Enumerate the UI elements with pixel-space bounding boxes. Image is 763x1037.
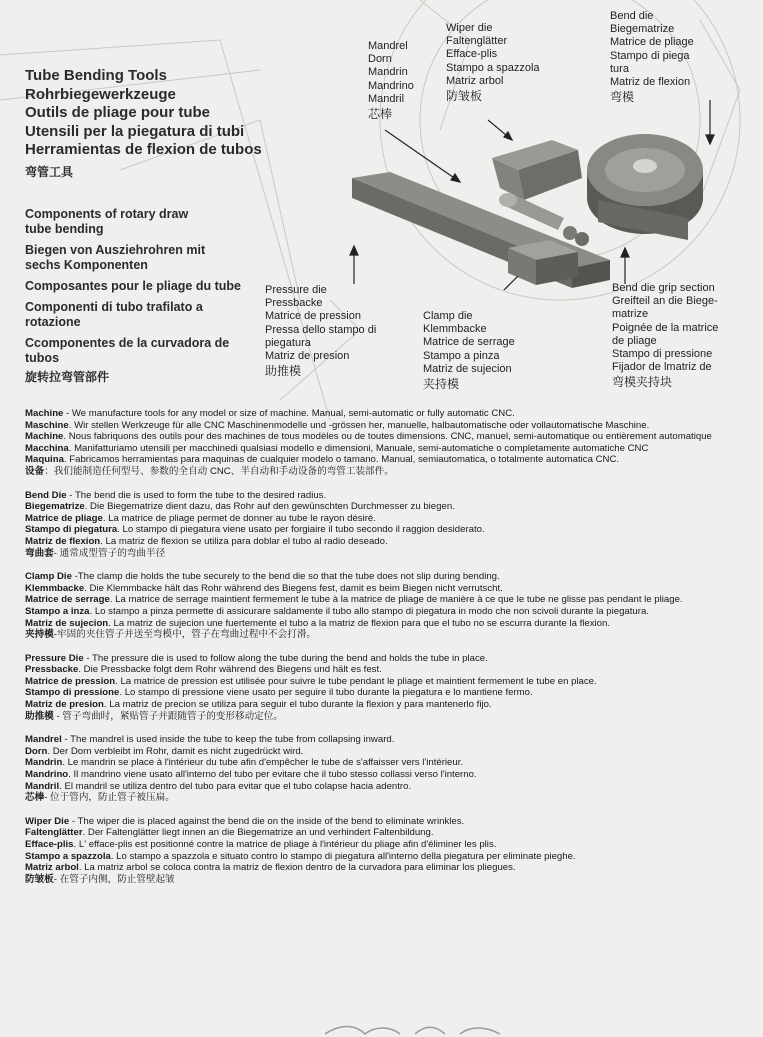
label-line: Matrice de pression <box>265 310 361 323</box>
term: 设备 <box>25 465 45 477</box>
term: Matriz de flexion <box>25 535 101 547</box>
term: Klemmbacke <box>25 582 85 594</box>
label-line: Stampo di pressione <box>612 348 713 361</box>
text: . La matrice de pliage permet de donner au tube le rayon désiré. <box>102 512 376 524</box>
label-line: Matriz de presion <box>265 350 350 363</box>
term: Maschine <box>25 419 69 431</box>
page-title-cn: 弯管工具 <box>25 164 74 179</box>
label-line: Mandril <box>368 92 405 105</box>
label-line: piegatura <box>265 336 311 349</box>
components-es: Ccomponentes de la curvadora de tubos <box>25 336 230 365</box>
text: . La matriz de precion se utiliza para seguir el tubo durante la flexion y para mantenerlo fijo. <box>103 699 492 711</box>
label-line: Greifteil an die Biege- <box>612 295 718 308</box>
term: Faltenglätter <box>25 827 83 839</box>
label-line-cn: 助推模 <box>265 364 302 379</box>
term: Pressure Die <box>25 652 84 664</box>
term: Matriz de presion <box>25 699 104 711</box>
components-heading <box>25 207 270 385</box>
label-line: Stampo a spazzola <box>446 61 540 74</box>
label-line: matrize <box>612 308 649 321</box>
text: . Fabricamos herramientas para maquinas de cualquier modelo o tamano. Manual, semiautomatica, o totalmente automatica CNC. <box>63 454 620 466</box>
label-line: Efface-plis <box>446 48 498 61</box>
text: -The clamp die holds the tube securely to the bend die so that the tube does not slip during bending. <box>71 571 500 583</box>
text: - The mandrel is used inside the tube to keep the tube from collapsing inward. <box>61 734 395 746</box>
label-line: Mandrin <box>368 66 408 79</box>
term: Efface-plis <box>25 839 74 850</box>
text: . Die Klemmbacke hält das Rohr während des Biegens fest, damit es beim Biegen nicht verrutscht. <box>84 582 503 594</box>
paragraph-machine <box>25 408 755 478</box>
text: . Nous fabriquons des outils pour des machines de tous modèles ou de toutes dimensions. CNC, manuel, semi-automatique ou entièrement automatique <box>63 431 712 443</box>
paragraph-pressure-die <box>25 653 755 723</box>
text: . Il mandrino viene usato all'interno del tubo per evitare che il tubo stesso collassi verso l'interno. <box>68 769 477 781</box>
label-line: Matrice de pliage <box>610 36 694 49</box>
text: . Manifatturiamo utensili per macchinedi qualsiasi modello e dimensioni, Manuale, semi-automatiche o completamente automatiche CNC <box>68 442 649 454</box>
label-grip-section <box>612 282 718 390</box>
text: . Die Biegematrize dient dazu, das Rohr auf den gewünschten Durchmesser zu biegen. <box>84 501 455 513</box>
components-en: Components of rotary draw tube bending <box>25 207 189 236</box>
term: Pressbacke <box>25 664 79 676</box>
term: Machine <box>25 431 64 443</box>
text: . Die Pressbacke folgt dem Rohr während des Biegens und hält es fest. <box>78 664 382 676</box>
text: -牢固的夹住管子并送至弯模中，管子在弯曲过程中不会打滑。 <box>53 629 317 641</box>
term: Stampo a spazzola <box>25 850 111 862</box>
text: . Lo stampo a spazzola e situato contro lo stampo di piegatura all'interno della piegatura per eliminate pieghe. <box>110 850 576 862</box>
label-line: Mandrel <box>368 40 408 52</box>
label-line: Klemmbacke <box>423 323 487 336</box>
term: Machine <box>25 408 64 419</box>
wiper-die-shape <box>492 140 582 200</box>
label-line: Matriz de flexion <box>610 76 691 89</box>
text: . Le mandrin se place à l'intérieur du tube afin d'empêcher le tube de s'affaisser vers l'intérieur. <box>62 757 464 769</box>
term: Matrice de pression <box>25 675 116 687</box>
text: . La matrice de pression est utilisée pour suivre le tube pendant le pliage et maintient fermement le tube en place. <box>115 675 597 687</box>
label-line-cn: 弯模 <box>610 90 635 105</box>
label-line: de pliage <box>612 334 657 347</box>
label-line: Pressure die <box>265 284 327 296</box>
page-title-fr: Outils de pliage pour tube <box>25 104 211 121</box>
label-line: Pressbacke <box>265 297 323 310</box>
text: ：我们能制造任何型号、参数的全自动 CNC、半自动和手动设备的弯管工装部件。 <box>44 465 394 477</box>
label-line: Poignée de la matrice <box>612 321 719 334</box>
text: - 在管子内侧，防止管壁起皱 <box>53 873 175 885</box>
text: . Der Dorn verbleibt im Rohr, damit es nicht zugedrückt wird. <box>47 745 304 757</box>
components-it: Componenti di tubo trafilato a rotazione <box>25 300 203 329</box>
text: . Lo stampo di pressione viene usato per seguire il tubo durante la piegatura e lo mantiene fermo. <box>119 687 533 699</box>
label-line: Wiper die <box>446 22 493 34</box>
label-pressure-die <box>265 284 376 378</box>
label-line: tura <box>610 62 629 75</box>
label-bend-die <box>610 10 694 104</box>
term: Matrice de serrage <box>25 594 110 606</box>
text: - The pressure die is used to follow along the tube during the bend and holds the tube in place. <box>83 652 488 664</box>
label-line: Mandrino <box>368 79 414 92</box>
page-title-it: Utensili per la piegatura di tubi <box>25 122 245 140</box>
text: - 通常成型管子的弯曲半径 <box>53 547 166 559</box>
paragraph-bend-die <box>25 490 755 560</box>
label-line: Matrice de serrage <box>423 336 515 349</box>
term: Macchina <box>25 442 69 454</box>
page-title-de: Rohrbiegewerkzeuge <box>25 85 176 103</box>
text: . L' efface-plis est positionné contre la matrice de pliage à l'intérieur du pliage afin d'éliminer les plis. <box>73 839 497 850</box>
label-line: Bend die <box>610 10 654 22</box>
text: - The bend die is used to form the tube to the desired radius. <box>66 489 327 501</box>
term: Bend Die <box>25 489 67 501</box>
page-title-en: Tube Bending Tools <box>25 67 167 84</box>
term: 防皱板 <box>25 873 54 885</box>
text: - We manufacture tools for any model or size of machine. Manual, semi-automatic or fully automatic CNC. <box>63 408 515 419</box>
text: . Lo stampo di piegatura viene usato per forgiaire il tubo secondo il raggion desiderato. <box>117 524 485 536</box>
paragraph-clamp-die <box>25 571 755 641</box>
label-line-cn: 防皱板 <box>446 89 483 104</box>
label-line: Stampo di piega <box>610 49 690 62</box>
label-line: Fijador de lmatriz de <box>612 361 712 374</box>
components-fr: Composantes pour le pliage du tube <box>25 279 241 293</box>
label-wiper-die <box>446 22 540 103</box>
label-line: Stampo a pinza <box>423 349 500 362</box>
label-line: Matriz de sujecion <box>423 362 512 375</box>
text: . La matriz de sujecion une fuertemente el tubo a la matriz de flexion para que el tubo no se escurra durante la flexion. <box>108 617 611 629</box>
label-line-cn: 芯棒 <box>368 107 393 122</box>
label-line: Biegematrize <box>610 23 675 36</box>
term: Dorn <box>25 745 48 757</box>
term: Stampo di pressione <box>25 687 120 699</box>
term: Mandrin <box>25 757 63 769</box>
term: Clamp Die <box>25 571 72 583</box>
text: - The wiper die is placed against the bend die on the inside of the bend to eliminate wrinkles. <box>69 815 465 827</box>
label-line-cn: 弯模夹持块 <box>612 375 673 390</box>
term: Stampo a inza <box>25 605 90 617</box>
text: - 管子弯曲时，紧贴管子并跟随管子的变形移动定位。 <box>53 710 283 722</box>
term: Maquina <box>25 454 64 466</box>
term: Matriz de sujecion <box>25 617 109 629</box>
text: . La matriz arbol se coloca contra la matriz de flexion dentro de la curvadora para eliminar los pliegues. <box>78 862 516 874</box>
label-line: Clamp die <box>423 310 473 322</box>
term: Mandrino <box>25 769 69 781</box>
label-line-cn: 夹持模 <box>423 377 460 392</box>
label-line: Bend die grip section <box>612 282 715 294</box>
term: 芯棒 <box>25 792 45 804</box>
term: 弯曲套 <box>25 547 54 559</box>
text: . La matriz de flexion se utiliza para doblar el tubo al radio deseado. <box>100 535 388 547</box>
title-block <box>25 67 262 181</box>
label-clamp-die <box>423 310 515 391</box>
term: 夹持模 <box>25 629 54 641</box>
components-de: Biegen von Ausziehrohren mit sechs Komponenten <box>25 243 206 272</box>
text: . Der Faltenglätter liegt innen an die Biegematrize an und verhindert Faltenbildung. <box>82 827 434 839</box>
text: . El mandril se utiliza dentro del tubo para evitar que el tubo colapse hacia adentro. <box>59 780 412 792</box>
term: Biegematrize <box>25 501 85 513</box>
term: Matriz arbol <box>25 862 79 874</box>
label-line: Dorn <box>368 53 392 66</box>
text: . La matrice de serrage maintient fermement le tube à la matrice de pliage de manière à ce que le tube ne glisse pas pendant le pliage. <box>109 594 683 606</box>
components-cn: 旋转拉弯管部件 <box>25 370 110 384</box>
tooling-illustration <box>340 100 763 290</box>
bend-die-shape <box>587 134 703 240</box>
label-line: Faltenglätter <box>446 35 508 48</box>
label-line: Pressa dello stampo di <box>265 323 377 336</box>
text: . Wir stellen Werkzeuge für alle CNC Maschinenmodelle und -grössen her, manuelle, halbautomatische oder vollautomatische Maschine. <box>68 419 650 431</box>
text: . Lo stampo a pinza permette di assicurare saldamente il tubo allo stampo di piegatura in modo che non scivoli durante la piegatura. <box>89 605 649 617</box>
handwriting-mark <box>320 1022 520 1037</box>
term: Wiper Die <box>25 815 70 827</box>
term: Matrice de pliage <box>25 512 103 524</box>
paragraph-wiper-die <box>25 816 755 886</box>
term: Stampo di piegatura <box>25 524 118 536</box>
label-line: Matriz arbol <box>446 74 504 87</box>
description-text <box>25 408 755 897</box>
term: Mandrel <box>25 734 62 746</box>
term: Mandril <box>25 780 60 792</box>
term: 助推模 <box>25 710 54 722</box>
page-title-es: Herramientas de flexion de tubos <box>25 141 262 158</box>
paragraph-mandrel <box>25 734 755 804</box>
text: - 位于管内，防止管子被压扁。 <box>44 792 175 804</box>
